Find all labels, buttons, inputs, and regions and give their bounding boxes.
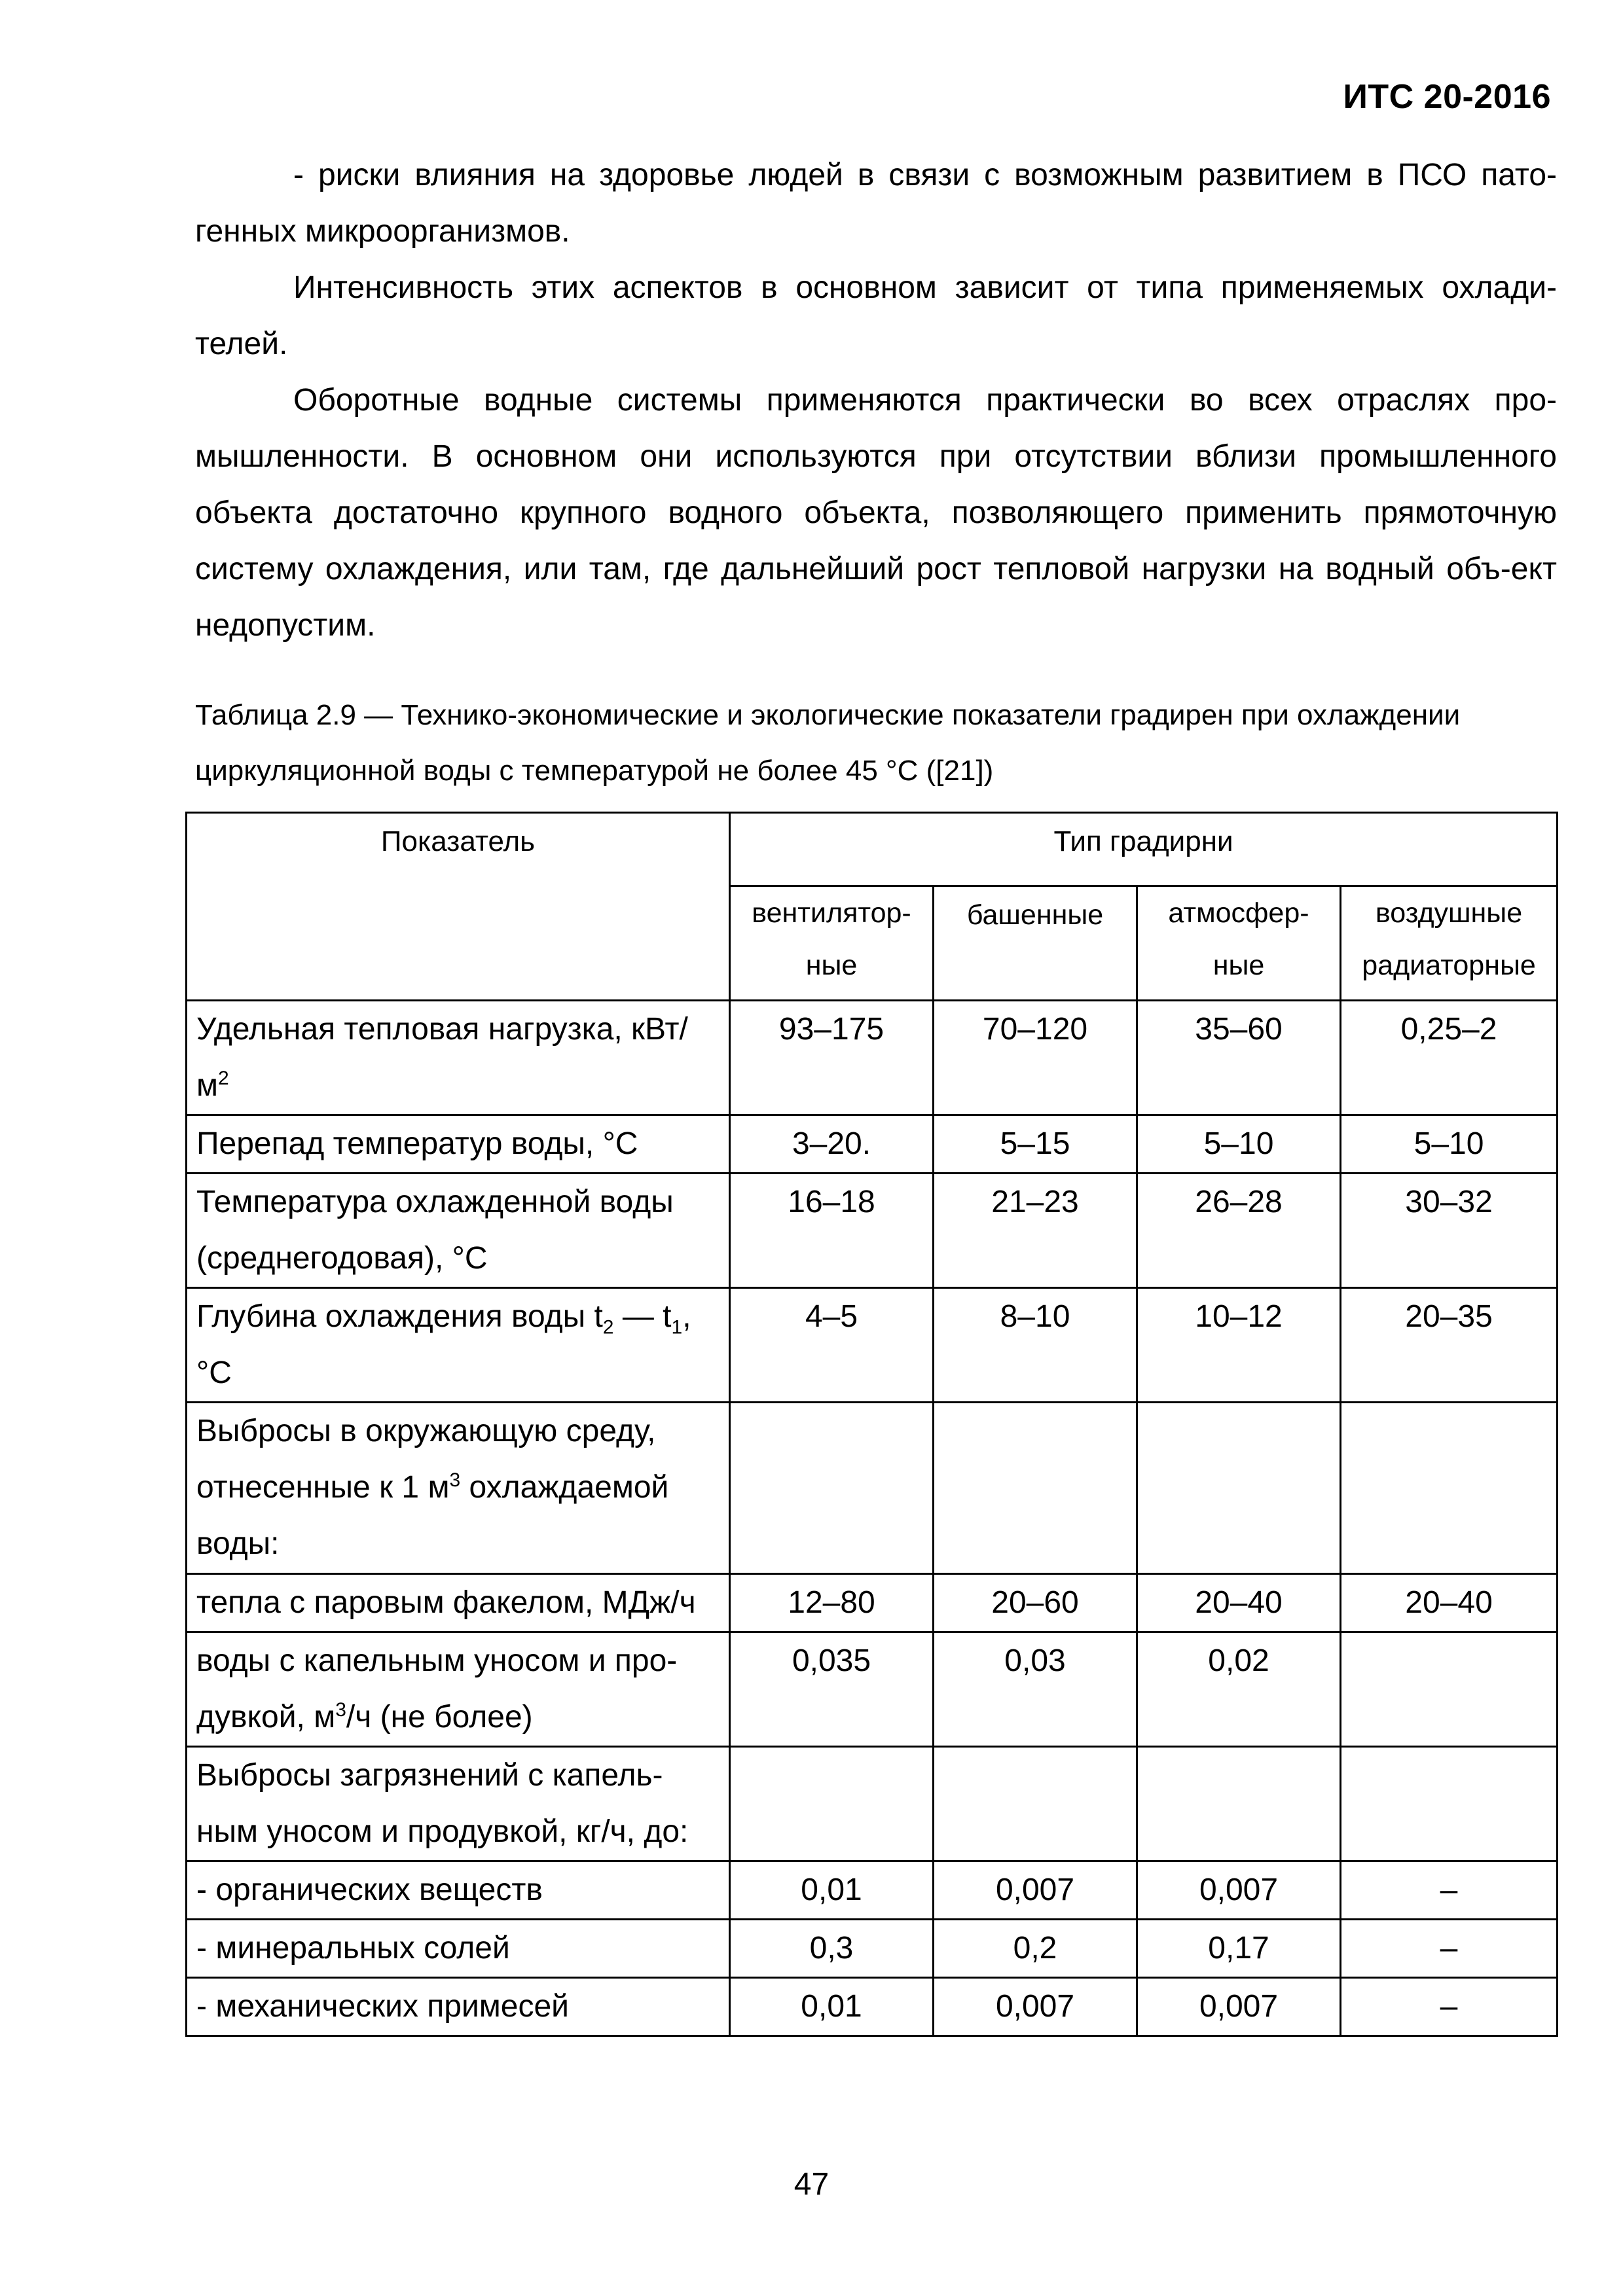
table-cell: 93–175: [730, 1001, 934, 1115]
row-label-text: - органических веществ: [196, 1873, 543, 1907]
row-label-text: Выбросы загрязнений с капель-ным уносом и продувкой, кг/ч, до:: [196, 1758, 689, 1849]
table-cell: 0,007: [1137, 1861, 1341, 1920]
header-type-atmospheric: атмосфер-ные: [1137, 886, 1341, 1001]
row-label-index: 3: [449, 1469, 461, 1491]
cooling-tower-indicators-table: [185, 812, 1558, 2037]
table-cell: [1137, 1747, 1341, 1861]
row-label-part: охлаждаемой воды:: [196, 1470, 669, 1561]
table-cell: 20–40: [1341, 1574, 1558, 1632]
table-cell: 20–35: [1341, 1288, 1558, 1403]
table-cell: [1341, 1403, 1558, 1574]
table-cell: 5–10: [1137, 1115, 1341, 1174]
row-label-part: — t: [613, 1299, 672, 1334]
row-label: [187, 1403, 730, 1574]
table-row: [187, 1574, 1558, 1632]
table-cell: 12–80: [730, 1574, 934, 1632]
table-cell: 26–28: [1137, 1174, 1341, 1288]
paragraph-2-text: Интенсивность этих аспектов в основном зависит от типа применяемых охлади-телей.: [195, 270, 1557, 361]
table-cell: 0,01: [730, 1861, 934, 1920]
row-label: [187, 1920, 730, 1978]
table-cell: [1137, 1403, 1341, 1574]
table-cell: 0,035: [730, 1632, 934, 1747]
table-cell: [1341, 1747, 1558, 1861]
row-label-part: /ч (не более): [346, 1700, 533, 1734]
table-cell: 20–60: [934, 1574, 1137, 1632]
table-cell: 0,25–2: [1341, 1001, 1558, 1115]
row-label-superscript: 2: [218, 1067, 229, 1089]
row-label-text: - механических примесей: [196, 1989, 569, 2024]
row-label: [187, 1861, 730, 1920]
table-cell: 35–60: [1137, 1001, 1341, 1115]
table-row: [187, 1174, 1558, 1288]
table-cell: [730, 1403, 934, 1574]
row-label-index: 2: [602, 1316, 614, 1338]
table-row: [187, 1403, 1558, 1574]
row-label-part: , °С: [196, 1299, 691, 1390]
table-cell: –: [1341, 1920, 1558, 1978]
row-label: [187, 1174, 730, 1288]
row-label: [187, 1747, 730, 1861]
table-row: [187, 1632, 1558, 1747]
row-label-text: Удельная тепловая нагрузка, кВт/м: [196, 1012, 688, 1103]
table-cell: –: [1341, 1861, 1558, 1920]
table-cell: 0,01: [730, 1978, 934, 2036]
table-cell: [730, 1747, 934, 1861]
row-label: [187, 1978, 730, 2036]
table-row: [187, 1920, 1558, 1978]
document-code: ИТС 20-2016: [1343, 78, 1551, 116]
row-label-part: Глубина охлаждения воды t: [196, 1299, 603, 1334]
table-cell: 0,3: [730, 1920, 934, 1978]
row-label-text: тепла с паровым факелом, МДж/ч: [196, 1585, 696, 1620]
header-indicator: Показатель: [187, 813, 730, 1001]
header-type-ventilator: вентилятор-ные: [730, 886, 934, 1001]
table-cell: 0,007: [934, 1978, 1137, 2036]
table-cell: 4–5: [730, 1288, 934, 1403]
header-tower-type: Тип градирни: [730, 813, 1558, 886]
table-cell: 0,007: [1137, 1978, 1341, 2036]
row-label: [187, 1632, 730, 1747]
table-cell: –: [1341, 1978, 1558, 2036]
table-cell: 0,007: [934, 1861, 1137, 1920]
table-row: [187, 1861, 1558, 1920]
table-cell: 30–32: [1341, 1174, 1558, 1288]
table-cell: 20–40: [1137, 1574, 1341, 1632]
table-body: [187, 1001, 1558, 2036]
header-type-tower: башенные: [934, 886, 1137, 1001]
table-row: [187, 1978, 1558, 2036]
row-label-part: воды с капельным уносом и про-дувкой, м: [196, 1643, 678, 1734]
row-label-text: Перепад температур воды, °С: [196, 1126, 638, 1161]
row-label: [187, 1115, 730, 1174]
table-cell: 0,2: [934, 1920, 1137, 1978]
row-label: [187, 1574, 730, 1632]
row-label-index: 1: [671, 1316, 683, 1338]
row-label-text: Температура охлажденной воды (среднегодовая), °С: [196, 1185, 674, 1276]
row-label: [187, 1288, 730, 1403]
row-label: [187, 1001, 730, 1115]
paragraph-2: [195, 260, 1557, 372]
table-cell: [934, 1403, 1137, 1574]
table-cell: 0,02: [1137, 1632, 1341, 1747]
page-number: 47: [793, 2167, 830, 2202]
table-cell: 5–15: [934, 1115, 1137, 1174]
table-caption: Таблица 2.9 — Технико-экономические и экологические показатели градирен при охлаждении циркуляционной воды с температурой не более 45 °С ([21]): [195, 699, 1461, 787]
table-cell: 21–23: [934, 1174, 1137, 1288]
row-label-text: - минеральных солей: [196, 1931, 510, 1965]
table-cell: 70–120: [934, 1001, 1137, 1115]
table-cell: [1341, 1632, 1558, 1747]
table-cell: 8–10: [934, 1288, 1137, 1403]
table-cell: 3–20.: [730, 1115, 934, 1174]
table-cell: [934, 1747, 1137, 1861]
table-row: [187, 1001, 1558, 1115]
row-label-index: 3: [335, 1699, 346, 1721]
table-row: [187, 1288, 1558, 1403]
paragraph-1-text: - риски влияния на здоровье людей в связи с возможным развитием в ПСО пато-генных микроорганизмов.: [195, 158, 1557, 249]
table-cell: 10–12: [1137, 1288, 1341, 1403]
row-label-part: Выбросы в окружающую среду, отнесенные к 1 м: [196, 1414, 656, 1505]
table-cell: 5–10: [1341, 1115, 1558, 1174]
header-type-air-radiator: воздушные радиаторные: [1341, 886, 1558, 1001]
paragraph-3-text: Оборотные водные системы применяются практически во всех отраслях про-мышленности. В основном они используются при отсутствии вблизи промышленного объекта достаточно крупного водного объекта, позволяющего применить прямоточную систему охлаждения, или там, где дальнейший рост тепловой нагрузки на водный объ-ект недопустим.: [195, 383, 1557, 643]
table-row: [187, 1747, 1558, 1861]
table-cell: 0,17: [1137, 1920, 1341, 1978]
paragraph-1: [195, 147, 1557, 260]
table-cell: 0,03: [934, 1632, 1137, 1747]
table-cell: 16–18: [730, 1174, 934, 1288]
paragraph-3: [195, 372, 1557, 654]
table-row: [187, 1115, 1558, 1174]
